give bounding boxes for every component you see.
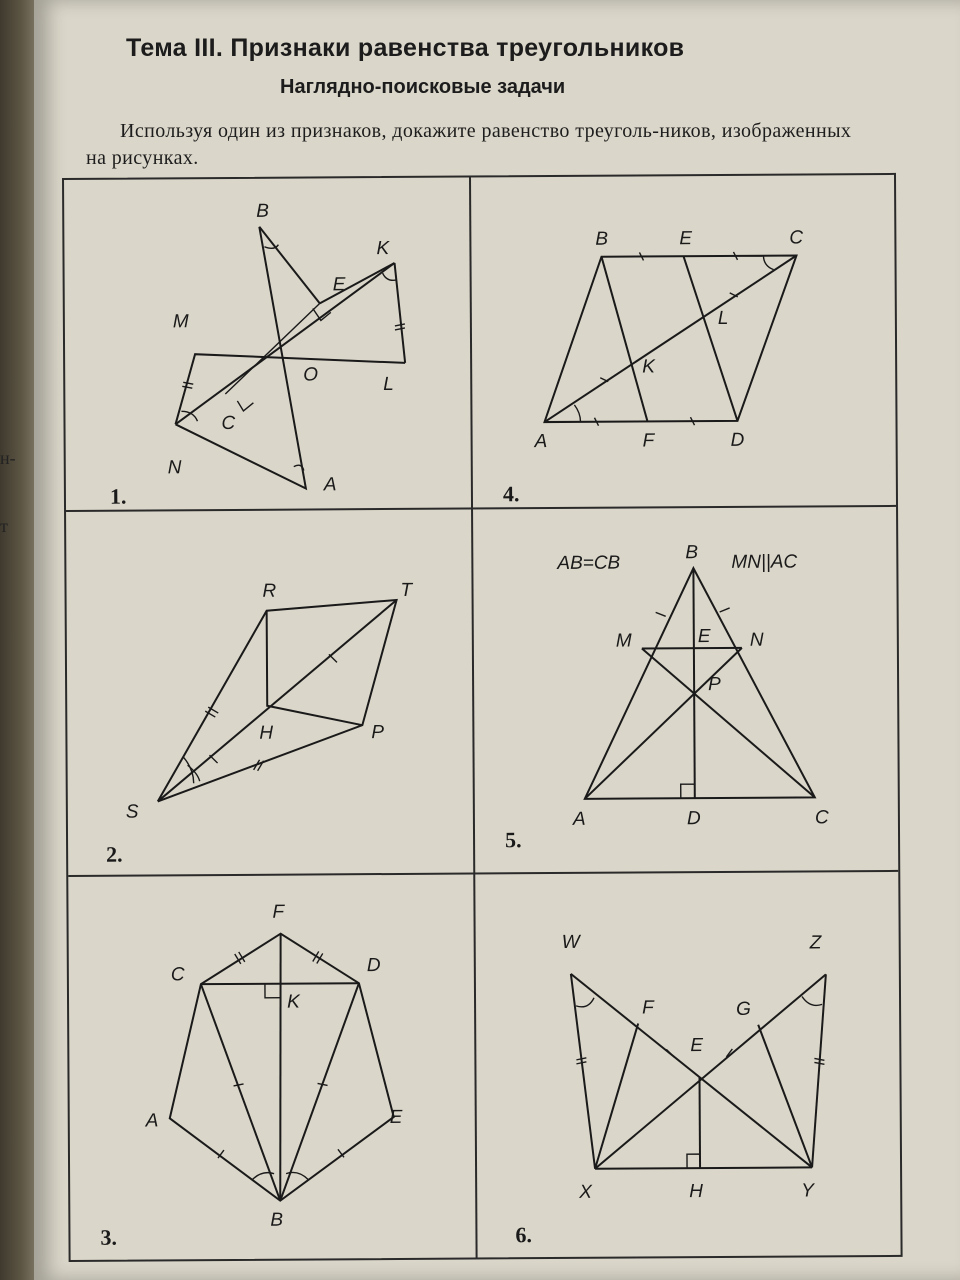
figure-6-cell [475, 872, 900, 1258]
fig5-label-P: P [708, 673, 721, 696]
fig1-label-O: O [303, 364, 319, 386]
fig6-label-H: H [689, 1181, 704, 1203]
fig6-label-W: W [561, 931, 580, 953]
fig1-label-N: N [167, 457, 182, 479]
fig4-label-C: C [789, 227, 804, 249]
figure-4-drawing [471, 175, 896, 508]
fig1-label-L: L [383, 373, 394, 396]
fig6-label-G: G [736, 998, 751, 1020]
figure-6-number: 6. [515, 1222, 533, 1248]
page-title: Тема III. Признаки равенства треугольников [126, 34, 685, 62]
figure-3-cell [68, 875, 475, 1260]
section-subtitle: Наглядно-поисковые задачи [280, 76, 566, 98]
figure-2-number: 2. [106, 841, 123, 867]
fig4-label-A: A [534, 431, 548, 453]
fig3-label-D: D [366, 955, 381, 977]
margin-fragment-2: т [0, 516, 8, 536]
figure-1-number: 1. [109, 483, 127, 509]
fig5-label-E: E [697, 626, 711, 648]
figures-grid [62, 173, 903, 1262]
figure-5-number: 5. [504, 827, 522, 853]
figure-3-number: 3. [100, 1224, 118, 1250]
figure-4-number: 4. [502, 481, 520, 507]
fig5-label-M: M [615, 630, 632, 652]
fig5-label-N: N [749, 629, 764, 651]
margin-fragment-1: н- [0, 448, 16, 468]
fig3-label-F: F [272, 901, 285, 923]
figure-5-cell [473, 507, 898, 873]
fig6-label-Y: Y [801, 1180, 814, 1202]
fig2-label-R: R [262, 580, 277, 602]
figure-6-drawing [475, 872, 900, 1258]
figure-3-drawing [68, 875, 475, 1260]
fig2-label-H: H [259, 722, 274, 744]
fig6-label-E: E [690, 1035, 704, 1057]
figure-4-cell [471, 175, 896, 508]
fig1-label-M: M [172, 311, 189, 333]
task-instruction: Используя один из признаков, докажите равенство треуголь-ников, изображенных на рисунках. [86, 120, 852, 169]
fig5-label-D: D [686, 808, 701, 830]
fig6-label-Z: Z [809, 932, 822, 954]
fig4-label-K: K [642, 356, 655, 378]
figure-1-drawing [64, 178, 471, 510]
fig5-label-B: B [685, 542, 699, 564]
fig3-label-K: K [286, 991, 300, 1013]
fig1-label-E: E [332, 274, 346, 296]
figure-1-cell [64, 178, 471, 510]
figure-2-cell [66, 510, 473, 875]
fig5-label-A: A [572, 808, 586, 830]
fig6-label-F: F [642, 997, 654, 1019]
fig4-label-E: E [679, 228, 693, 250]
fig2-label-T: T [400, 579, 413, 601]
fig3-label-E: E [389, 1106, 403, 1129]
fig4-label-L: L [717, 307, 729, 329]
fig1-label-K: K [376, 238, 390, 260]
fig6-label-X: X [579, 1181, 592, 1203]
fig1-label-A: A [323, 474, 337, 496]
fig1-label-B: B [256, 200, 269, 222]
fig2-label-P: P [371, 722, 385, 744]
fig1-label-C: C [221, 412, 236, 435]
fig5-label-C: C [814, 807, 829, 829]
fig5-condition-ab-cb: AB=CB [557, 552, 621, 574]
fig5-condition-mn-parallel-ac: MN||AC [731, 551, 798, 573]
fig4-label-D: D [730, 429, 745, 451]
book-spine-shadow [0, 0, 34, 1280]
fig3-label-A: A [145, 1110, 159, 1132]
fig2-label-S: S [125, 801, 139, 823]
fig4-label-B: B [595, 228, 609, 250]
fig3-label-C: C [170, 964, 185, 986]
fig4-label-F: F [642, 430, 655, 452]
fig3-label-B: B [270, 1209, 284, 1231]
